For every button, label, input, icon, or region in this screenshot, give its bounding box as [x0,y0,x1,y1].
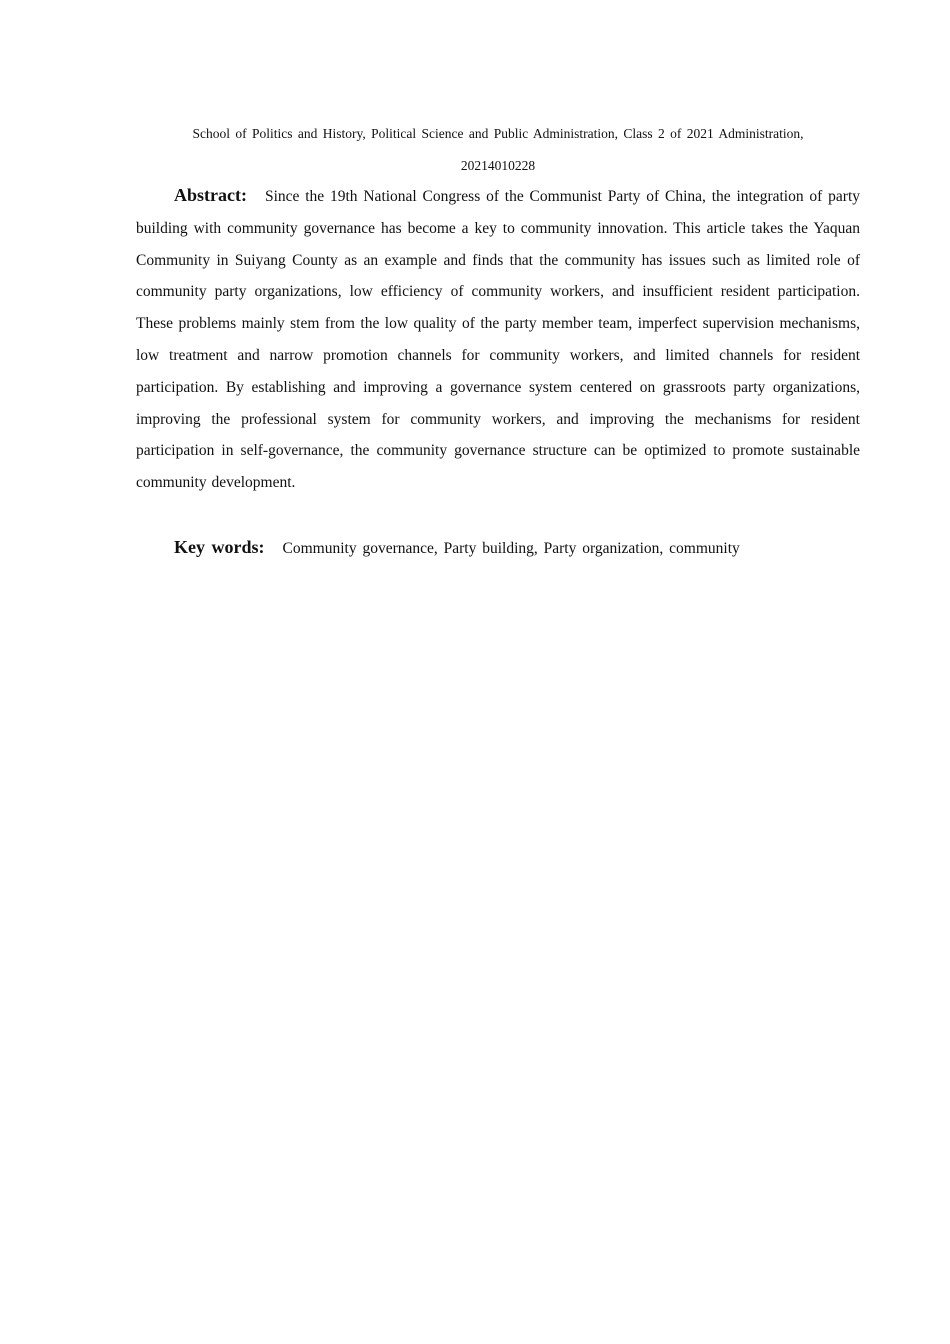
keywords-label: Key words: [174,537,265,557]
abstract-paragraph [136,180,860,499]
keywords-paragraph [136,531,860,565]
keywords-text: Community governance, Party building, Party organization, community [282,540,740,557]
abstract-label: Abstract: [174,185,247,205]
author-affiliation [136,118,860,182]
abstract-text: Since the 19th National Congress of the Communist Party of China, the integration of party building with community governance has become a key to community innovation. This article takes the Yaquan Community in Suiyang County as an example and finds that the community has issues such as limited role of community party organizations, low efficiency of community workers, and insufficient resident participation. These problems mainly stem from the low quality of the party member team, imperfect supervision mechanisms, low treatment and narrow promotion channels for community workers, and limited channels for resident participation. By establishing and improving a governance system centered on grassroots party organizations, improving the professional system for community workers, and improving the mechanisms for resident participation in self-governance, the community governance structure can be optimized to promote sustainable community development. [136,188,860,492]
student-id: 20214010228 [460,158,536,173]
affiliation-line: School of Politics and History, Political Science and Public Administration, Class 2 of 2021 Administration, [192,126,804,141]
